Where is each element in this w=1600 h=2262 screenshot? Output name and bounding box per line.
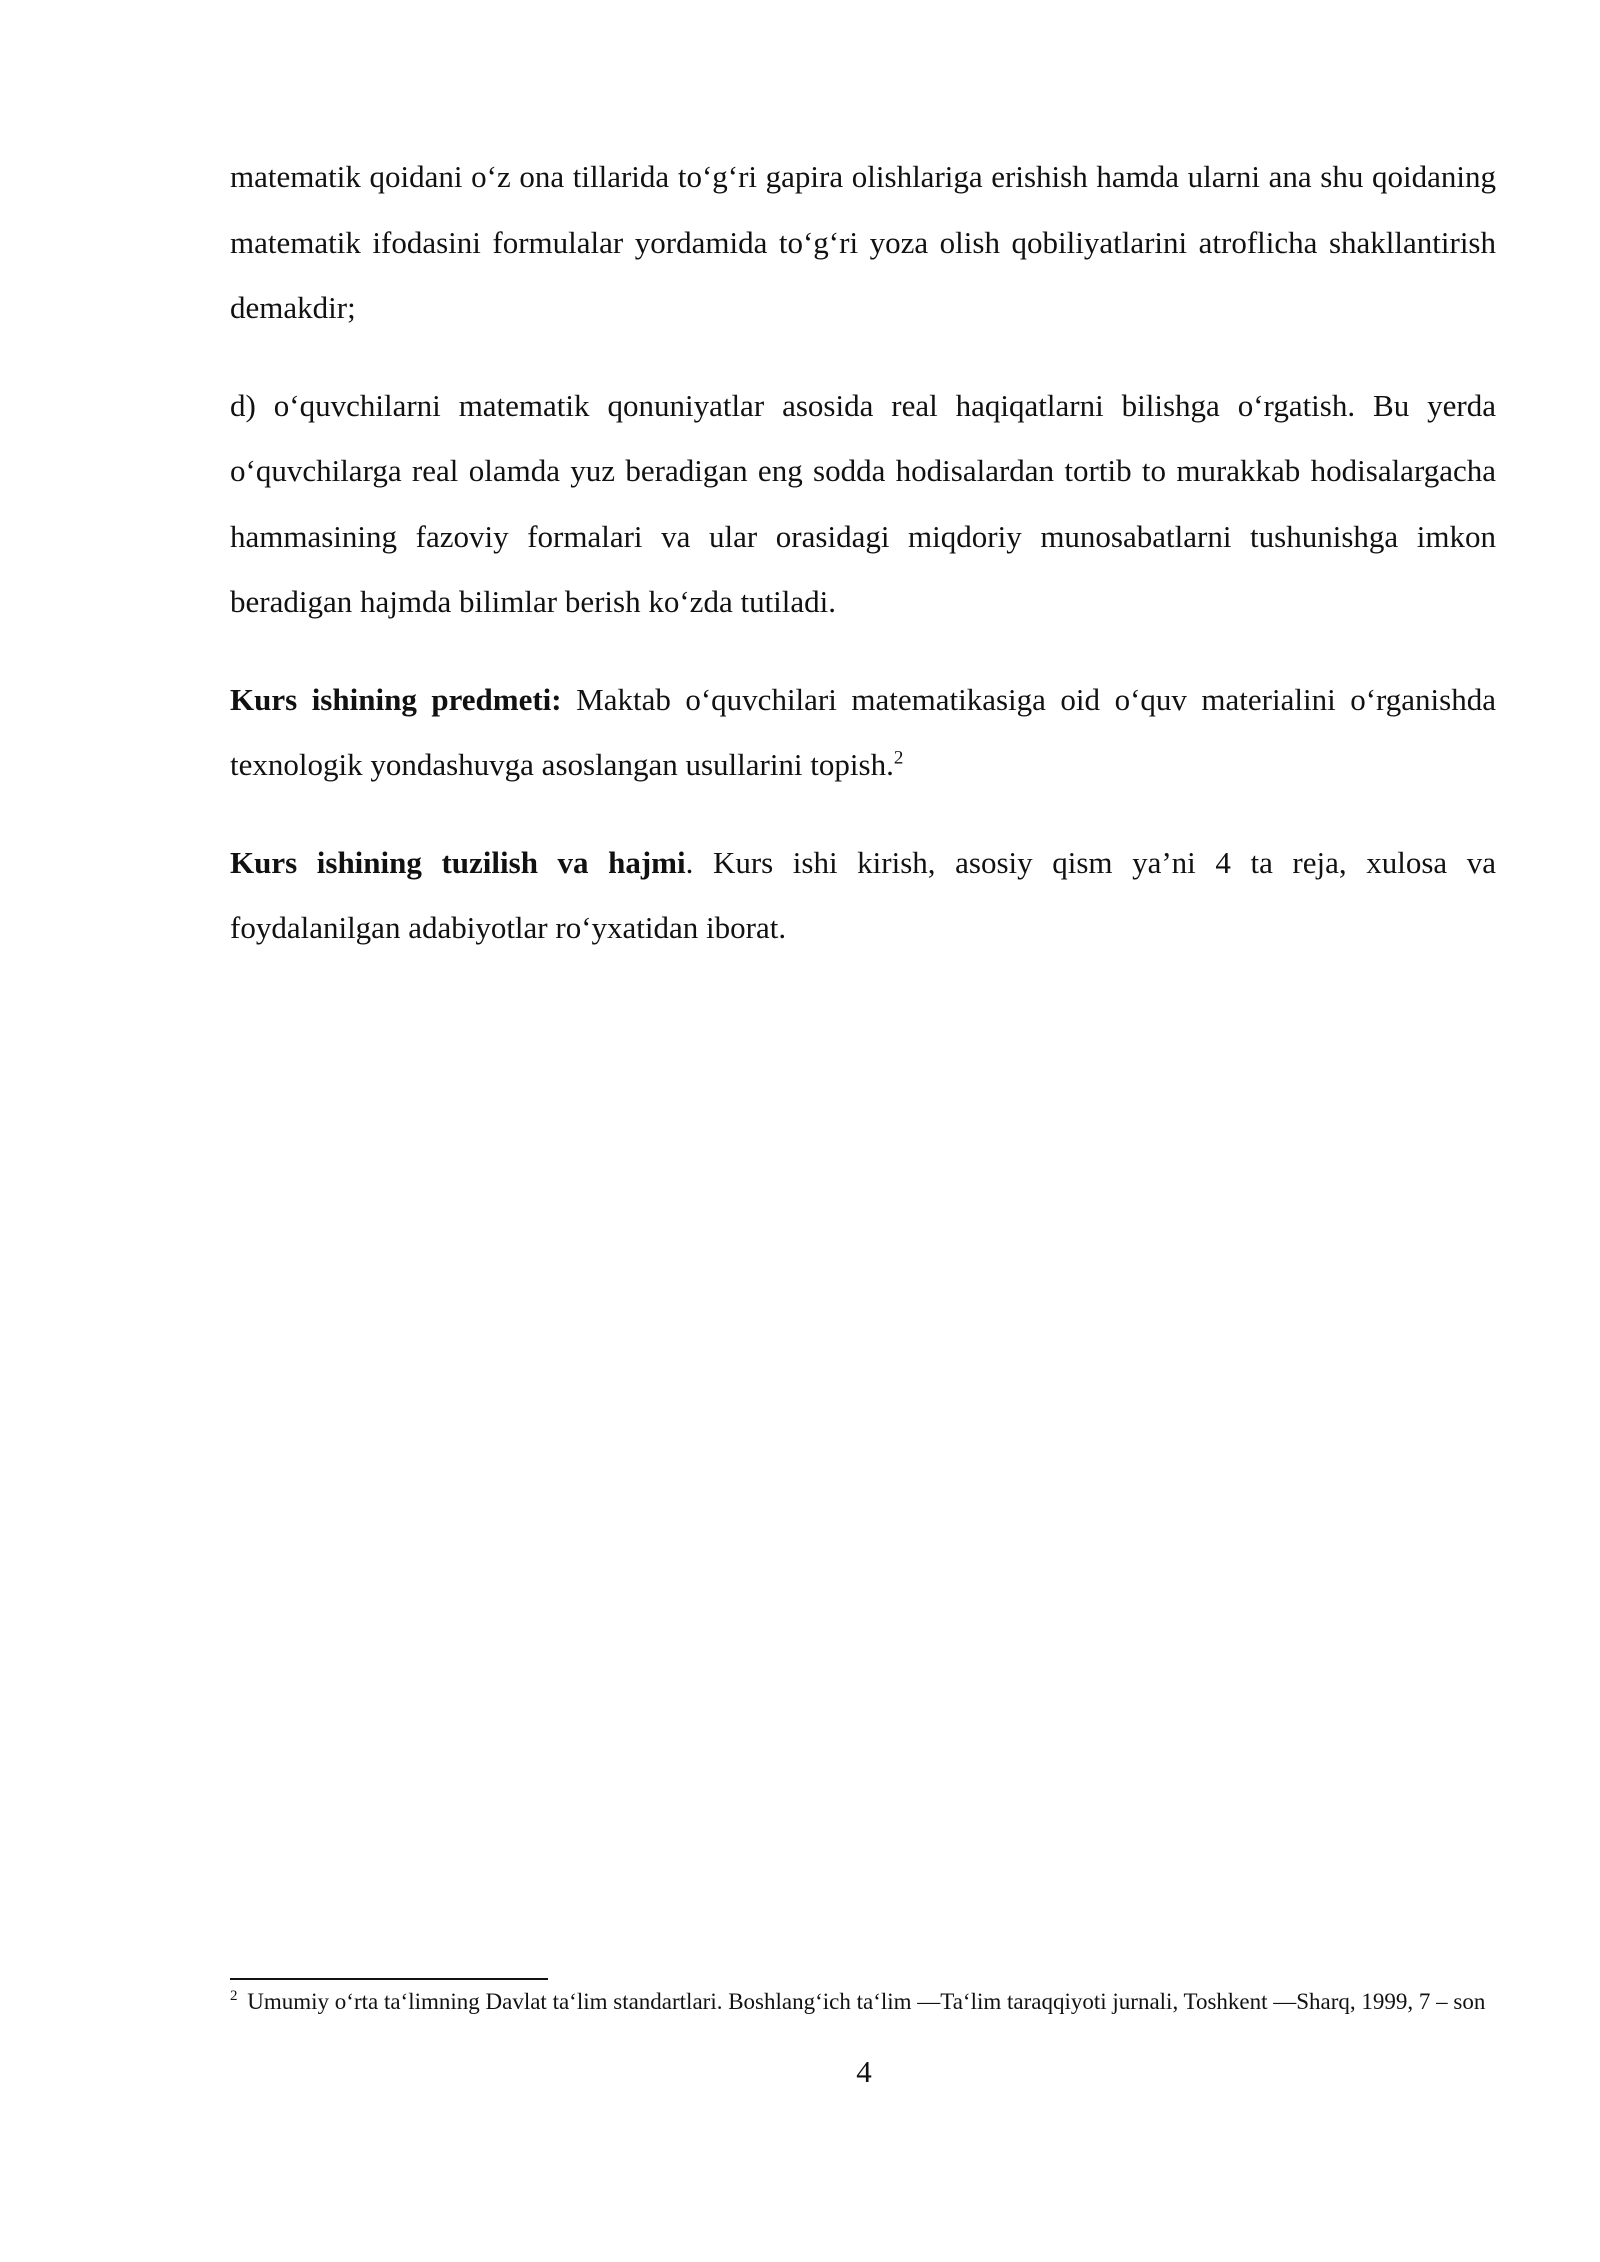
subject-heading: Kurs ishining predmeti:: [230, 681, 562, 717]
structure-text: . Kurs ishi kirish, asosiy qism ya’ni 4 ta reja, xulosa va foydalanilgan adabiyotlar ro‘yxatidan iborat.: [230, 844, 1496, 945]
paragraph-structure: [230, 830, 1496, 961]
footnote-separator: [230, 1978, 548, 1980]
footnote-reference[interactable]: 2: [893, 747, 904, 769]
paragraph-item-d: [230, 373, 1496, 635]
subject-text: Maktab o‘quvchilari matematikasiga oid o‘quv materialini o‘rganishda texnologik yondashuvga asoslangan usullarini topish.: [230, 681, 1496, 782]
footnote: [230, 1986, 1496, 2018]
body-text: [230, 144, 1496, 993]
paragraph-continuation: [230, 144, 1496, 341]
paragraph-subject: [230, 667, 1496, 798]
structure-heading: Kurs ishining tuzilish va hajmi: [230, 844, 686, 880]
paragraph-item-d-text: d) o‘quvchilarni matematik qonuniyatlar asosida real haqiqatlarni bilishga o‘rgatish. Bu yerda o‘quvchilarga real olamda yuz beradigan eng sodda hodisalardan tortib to murakkab hodisalargacha hammasining fazoviy formalari va ular orasidagi miqdoriy munosabatlarni tushunishga imkon beradigan hajmda bilimlar berish ko‘zda tutiladi.: [230, 387, 1496, 619]
footnote-number: 2: [230, 1988, 238, 2005]
footnote-text: Umumiy o‘rta ta‘limning Davlat ta‘lim standartlari. Boshlang‘ich ta‘lim —Ta‘lim taraqqiyoti jurnali, Toshkent —Sharq, 1999, 7 – son: [241, 1989, 1486, 2014]
paragraph-continuation-text: matematik qoidani o‘z ona tillarida to‘g‘ri gapira olishlariga erishish hamda ularni ana shu qoidaning matematik ifodasini formulalar yordamida to‘g‘ri yoza olish qobiliyatlarini atroflicha shakllantirish demakdir;: [230, 159, 1496, 325]
page-number: 4: [856, 2054, 872, 2089]
